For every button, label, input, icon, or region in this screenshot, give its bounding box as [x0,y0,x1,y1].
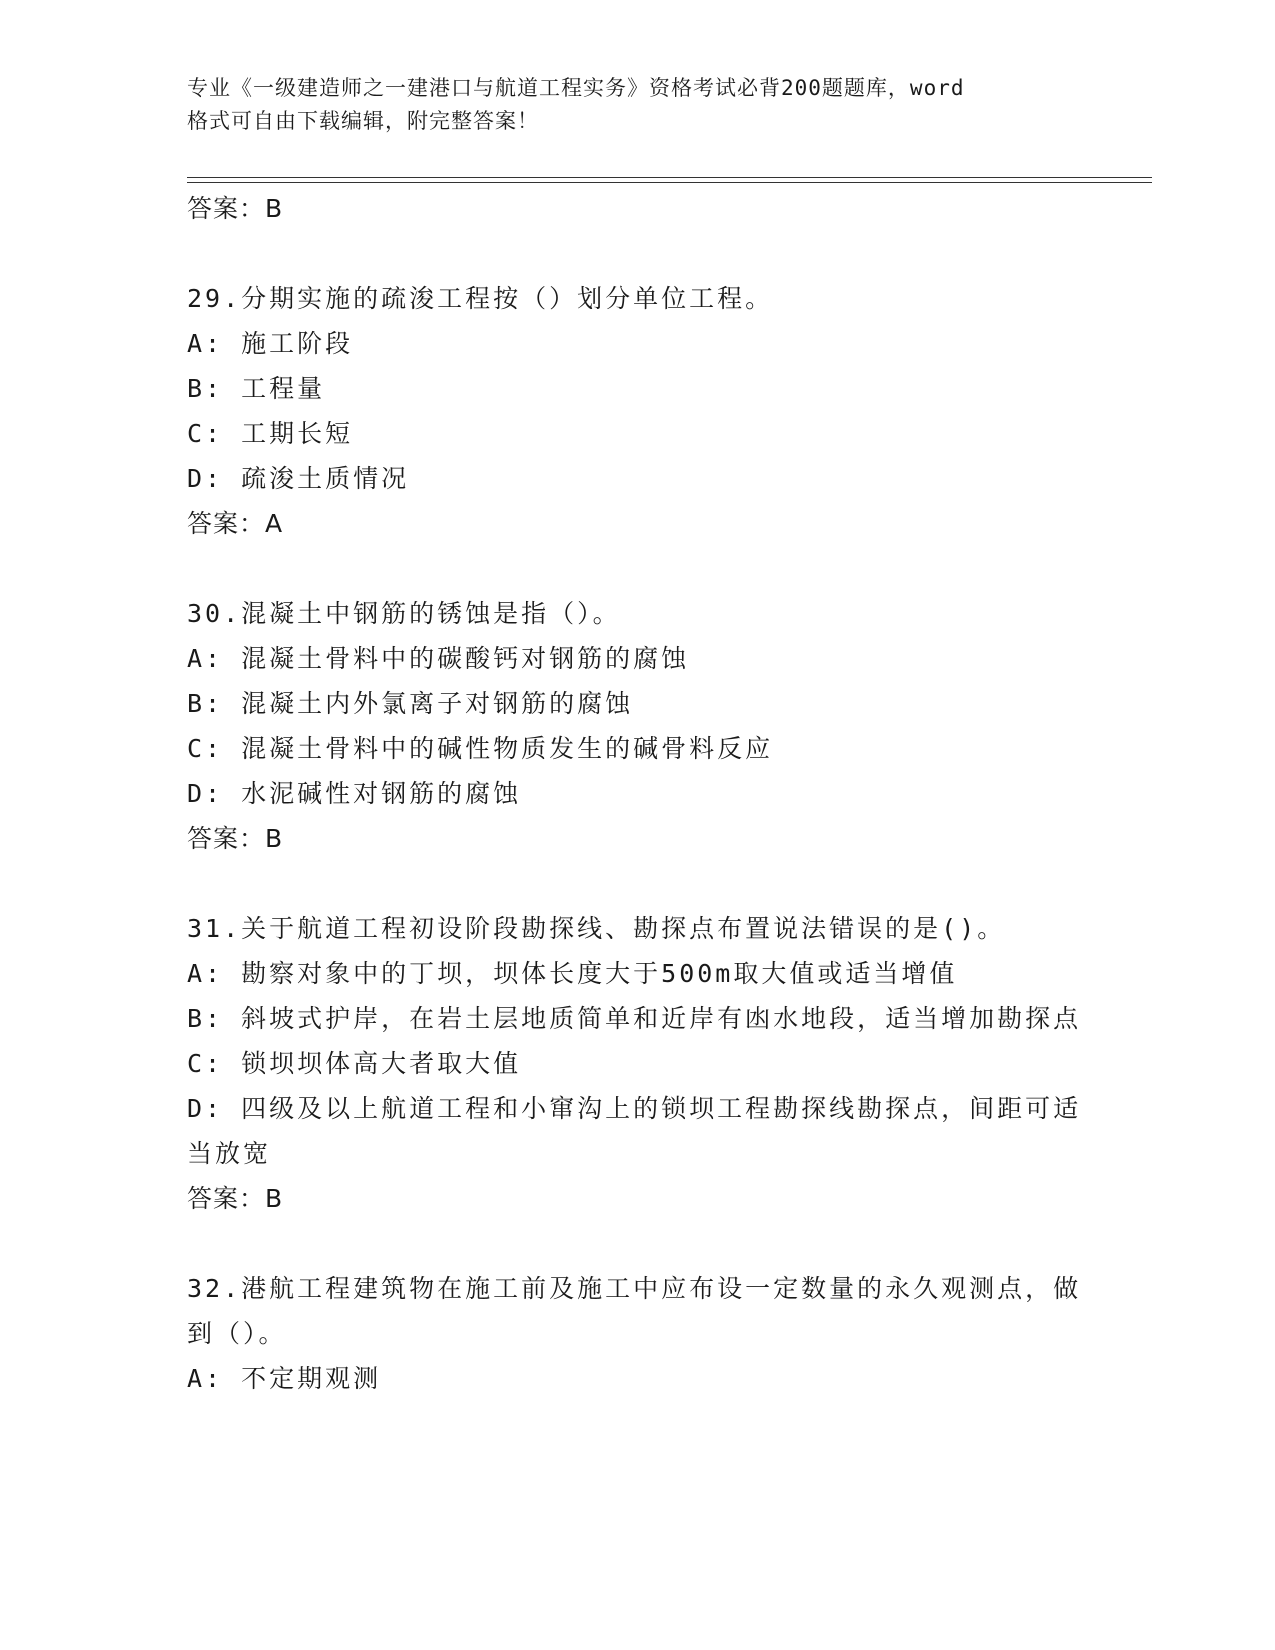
question-31 [187,906,1087,1221]
question-32 [187,1266,1087,1401]
option-d: D: 疏浚土质情况 [187,464,410,493]
question-stem: 29.分期实施的疏浚工程按（）划分单位工程。 [187,284,774,313]
question-30 [187,591,1087,861]
spacer [187,1221,1087,1266]
option-b: B: 混凝土内外氯离子对钢筋的腐蚀 [187,689,634,718]
option-a: A: 勘察对象中的丁坝，坝体长度大于500m取大值或适当增值 [187,959,958,988]
answer: 答案：A [187,509,284,538]
option-c: C: 锁坝坝体高大者取大值 [187,1049,522,1078]
question-stem: 30.混凝土中钢筋的锈蚀是指（）。 [187,599,621,628]
question-29 [187,276,1087,546]
answer: 答案：B [187,824,284,853]
option-b: B: 工程量 [187,374,326,403]
option-a: A: 不定期观测 [187,1364,382,1393]
spacer [187,546,1087,591]
header-divider-top [187,177,1152,178]
option-d: D: 水泥碱性对钢筋的腐蚀 [187,779,522,808]
question-stem: 32.港航工程建筑物在施工前及施工中应布设一定数量的永久观测点，做到（）。 [187,1274,1082,1348]
answer: 答案：B [187,1184,284,1213]
header-line-2: 格式可自由下载编辑，附完整答案！ [187,109,539,133]
header-divider-bottom [187,182,1152,183]
spacer [187,861,1087,906]
header-line-1: 专业《一级建造师之一建港口与航道工程实务》资格考试必背200题题库，word [187,76,965,100]
document-header [187,72,1067,138]
option-b: B: 斜坡式护岸，在岩土层地质简单和近岸有凼水地段，适当增加勘探点 [187,1004,1082,1033]
question-stem: 31.关于航道工程初设阶段勘探线、勘探点布置说法错误的是()。 [187,914,1006,943]
option-a: A: 施工阶段 [187,329,354,358]
document-body [187,186,1087,1401]
option-c: C: 工期长短 [187,419,354,448]
option-c: C: 混凝土骨料中的碱性物质发生的碱骨料反应 [187,734,774,763]
option-a: A: 混凝土骨料中的碳酸钙对钢筋的腐蚀 [187,644,690,673]
previous-answer: 答案：B [187,194,284,223]
spacer [187,231,1087,276]
option-d: D: 四级及以上航道工程和小窜沟上的锁坝工程勘探线勘探点，间距可适当放宽 [187,1094,1082,1168]
